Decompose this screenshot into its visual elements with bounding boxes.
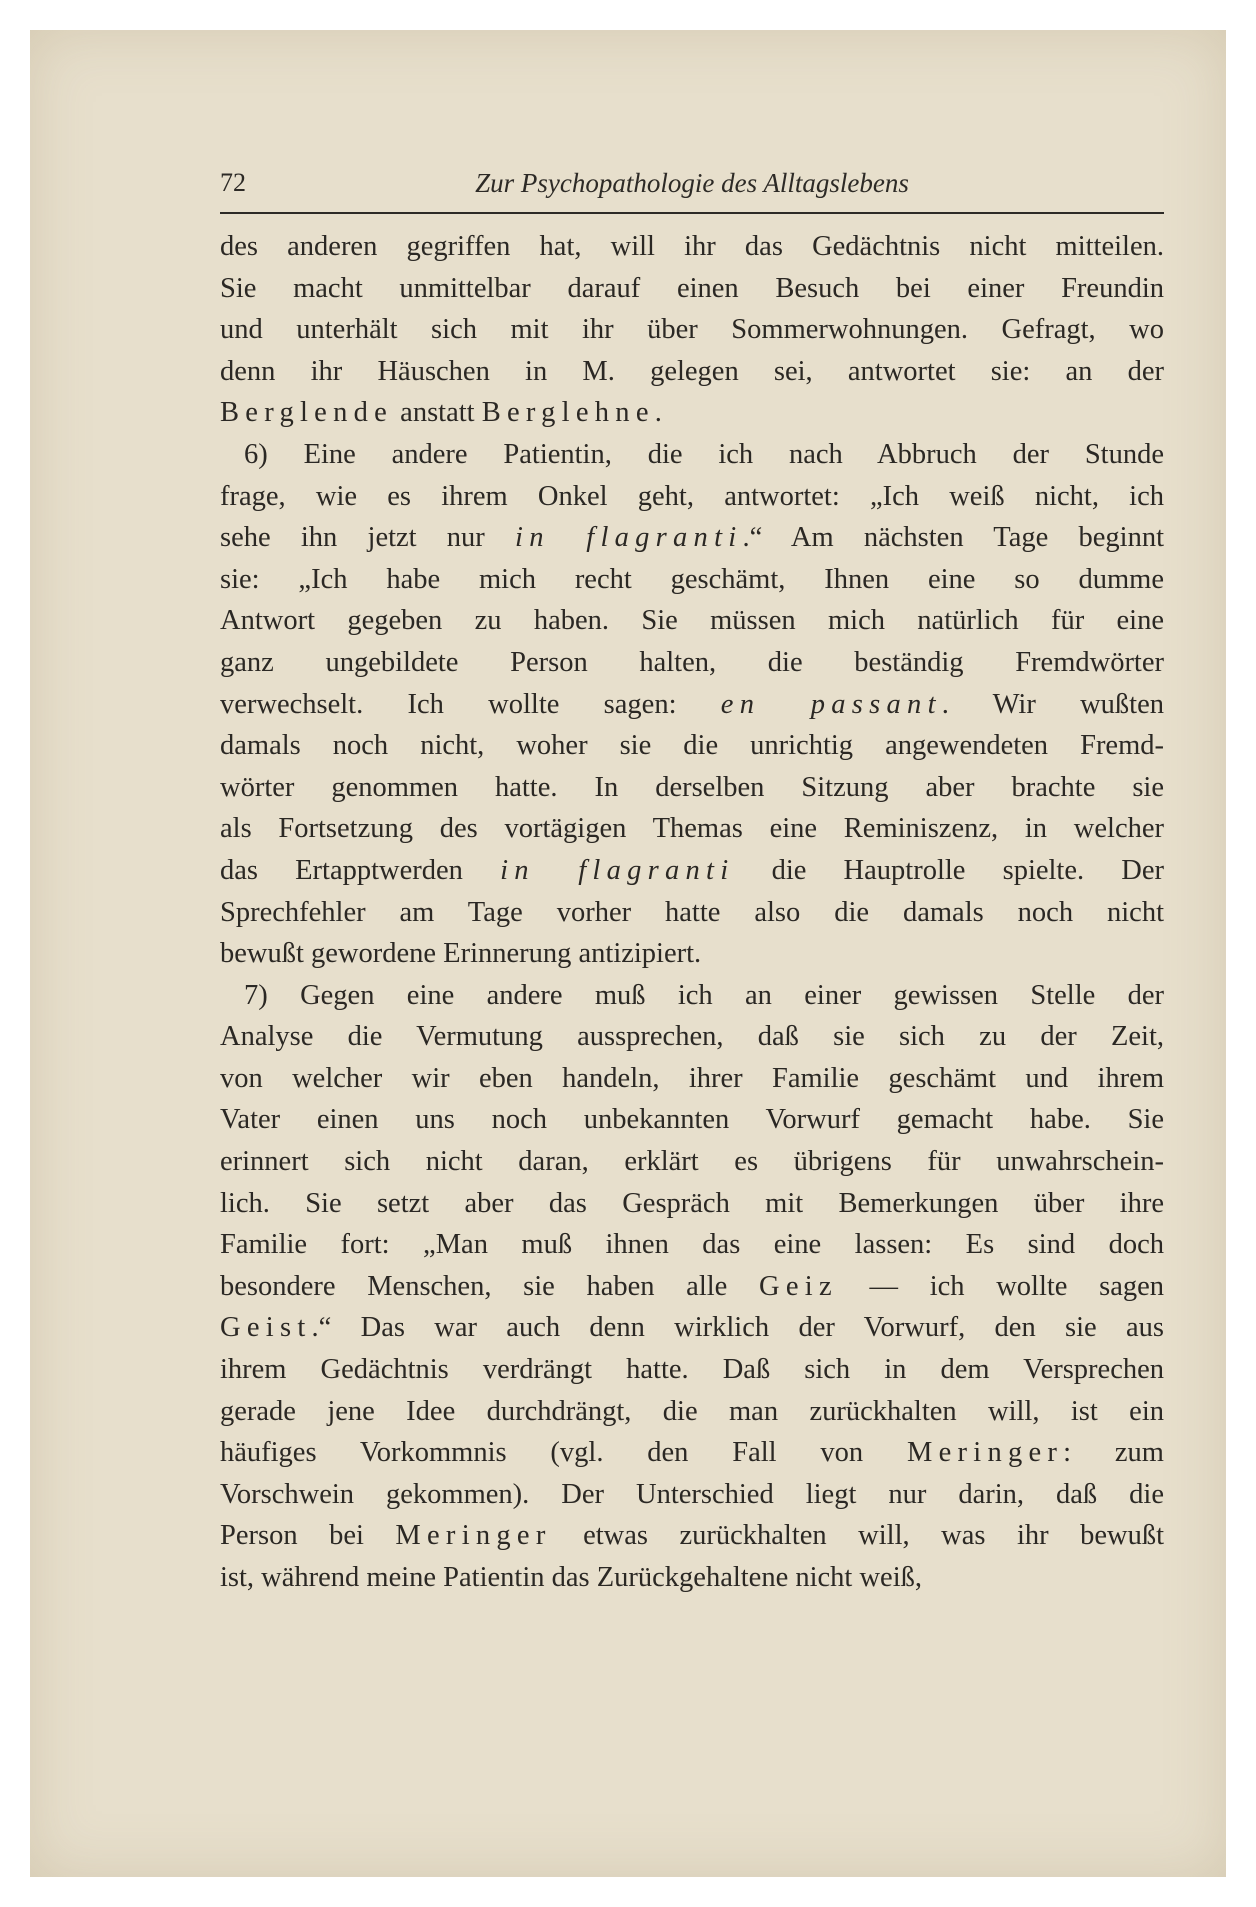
text-line <box>220 1474 1164 1516</box>
text-segment: wörter genommen hatte. In derselben Sitzung aber brachte sie <box>220 771 1164 803</box>
text-segment: Familie fort: „Man muß ihnen das eine lassen: Es sind doch <box>220 1229 1164 1261</box>
emphasized-text: Geiz <box>758 1270 838 1302</box>
text-line <box>220 975 1164 1017</box>
text-segment: Antwort gegeben zu haben. Sie müssen mich natürlich für eine <box>220 605 1164 637</box>
text-segment: 6) Eine andere Patientin, die ich nach Abbruch der Stunde <box>244 438 1164 470</box>
text-segment: . <box>654 397 662 429</box>
emphasized-text: Berglende <box>220 397 394 429</box>
text-line <box>220 1183 1164 1225</box>
text-segment: 7) Gegen eine andere muß ich an einer gewissen Stelle der <box>244 979 1164 1011</box>
text-segment: erinnert sich nicht daran, erklärt es übrigens für unwahrschein- <box>220 1146 1164 1178</box>
text-line <box>220 1349 1164 1391</box>
text-line <box>220 767 1164 809</box>
text-line <box>220 1058 1164 1100</box>
text-line <box>220 892 1164 934</box>
emphasized-text: Geist <box>220 1312 312 1344</box>
text-segment: damals noch nicht, woher sie die unrichtig angewendeten Fremd- <box>220 730 1164 762</box>
text-line <box>220 1224 1164 1266</box>
text-line <box>220 1266 1164 1308</box>
text-segment: häufiges Vorkommnis (vgl. den Fall von <box>220 1437 907 1469</box>
header-rule <box>220 212 1164 214</box>
text-line <box>220 226 1164 268</box>
text-line <box>220 725 1164 767</box>
text-segment: lich. Sie setzt aber das Gespräch mit Bemerkungen über ihre <box>220 1187 1164 1219</box>
text-line <box>220 850 1164 892</box>
text-segment: die Hauptrolle spielte. Der <box>734 854 1165 886</box>
text-segment: .“ Am nächsten Tage beginnt <box>742 522 1164 554</box>
text-line <box>220 600 1164 642</box>
text-segment: Vorschwein gekommen). Der Unterschied liegt nur darin, daß die <box>220 1478 1164 1510</box>
text-segment: — ich wollte sagen <box>837 1270 1164 1302</box>
text-line <box>220 1141 1164 1183</box>
text-segment: Sprechfehler am Tage vorher hatte also die damals noch nicht <box>220 896 1164 928</box>
text-segment: und unterhält sich mit ihr über Sommerwohnungen. Gefragt, wo <box>220 314 1164 346</box>
text-segment: Sie macht unmittelbar darauf einen Besuch bei einer Freundin <box>220 272 1164 304</box>
text-line <box>220 1307 1164 1349</box>
text-segment: besondere Menschen, sie haben alle <box>220 1270 759 1302</box>
text-line <box>220 1099 1164 1141</box>
text-segment: sehe ihn jetzt nur <box>220 522 516 554</box>
text-segment: des anderen gegriffen hat, will ihr das Gedächtnis nicht mitteilen. <box>220 231 1164 262</box>
text-segment: anstatt <box>393 397 482 429</box>
text-line <box>220 476 1164 518</box>
text-line <box>220 434 1164 476</box>
text-line <box>220 808 1164 850</box>
text-line <box>220 517 1164 559</box>
text-segment: . Wir wußten <box>941 688 1164 720</box>
text-line <box>220 1016 1164 1058</box>
text-line <box>220 392 1164 434</box>
text-segment: ist, während meine Patientin das Zurückgehaltene nicht weiß, <box>220 1562 922 1593</box>
emphasized-text: Meringer <box>906 1437 1064 1469</box>
text-segment: .“ Das war auch denn wirklich der Vorwurf, den sie aus <box>311 1312 1164 1344</box>
text-line <box>220 642 1164 684</box>
text-segment: bewußt gewordene Erinnerung antizipiert. <box>220 938 702 970</box>
text-segment: das Ertapptwerden <box>220 854 501 886</box>
text-segment: Vater einen uns noch unbekannten Vorwurf gemacht habe. Sie <box>220 1104 1164 1136</box>
emphasized-text: Berglehne <box>481 397 655 429</box>
text-line <box>220 351 1164 393</box>
text-line <box>220 684 1164 726</box>
text-line <box>220 1391 1164 1433</box>
text-segment: Analyse die Vermutung aussprechen, daß sie sich zu der Zeit, <box>220 1021 1164 1053</box>
text-line <box>220 1432 1164 1474</box>
text-segment: : zum <box>1063 1437 1164 1469</box>
text-segment: frage, wie es ihrem Onkel geht, antwortet: „Ich weiß nicht, ich <box>220 480 1164 512</box>
text-line <box>220 559 1164 601</box>
text-segment: gerade jene Idee durchdrängt, die man zurückhalten will, ist ein <box>220 1395 1164 1427</box>
text-segment: von welcher wir eben handeln, ihrer Familie geschämt und ihrem <box>220 1062 1164 1094</box>
text-segment: ganz ungebildete Person halten, die beständig Fremdwörter <box>220 646 1164 678</box>
body-text <box>220 226 1164 1599</box>
text-line <box>220 1515 1164 1557</box>
text-line <box>220 268 1164 310</box>
text-segment: etwas zurückhalten will, was ihr bewußt <box>551 1520 1164 1552</box>
text-segment: denn ihr Häuschen in M. gelegen sei, antwortet sie: an der <box>220 355 1164 387</box>
page-number: 72 <box>220 168 246 197</box>
text-segment: sie: „Ich habe mich recht geschämt, Ihnen eine so dumme <box>220 563 1164 595</box>
page-header <box>220 168 1164 208</box>
text-segment: verwechselt. Ich wollte sagen: <box>220 688 721 720</box>
text-line <box>220 309 1164 351</box>
emphasized-text: in flagranti <box>500 854 735 886</box>
text-line <box>220 933 1164 975</box>
emphasized-text: Meringer <box>395 1520 552 1552</box>
emphasized-text: in flagranti <box>515 522 743 554</box>
emphasized-text: en passant <box>720 688 942 720</box>
text-segment: als Fortsetzung des vortägigen Themas eine Reminiszenz, in welcher <box>220 813 1164 845</box>
text-line <box>220 1557 1164 1599</box>
running-head: Zur Psychopathologie des Alltagslebens <box>475 168 909 198</box>
text-segment: ihrem Gedächtnis verdrängt hatte. Daß sich in dem Versprechen <box>220 1354 1164 1386</box>
text-segment: Person bei <box>220 1520 396 1552</box>
